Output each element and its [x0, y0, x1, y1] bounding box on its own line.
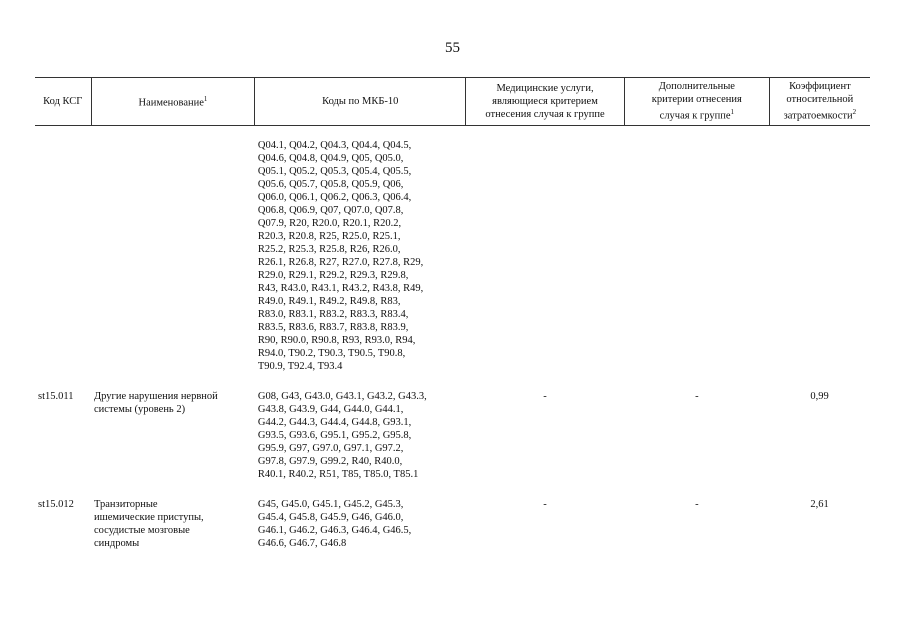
mkb-line: G46.6, G46.7, G46.8 — [257, 537, 347, 549]
header-add-footnote: 1 — [730, 108, 734, 116]
header-med-line: Медицинские услуги, — [496, 82, 594, 94]
med-services-value: - — [543, 390, 547, 402]
mkb-line: G45.4, G45.8, G45.9, G46, G46.0, — [257, 511, 404, 523]
table-row — [35, 125, 870, 373]
mkb-line: Q06.0, Q06.1, Q06.2, Q06.3, Q06.4, — [257, 191, 412, 203]
mkb-line: G93.5, G93.6, G95.1, G95.2, G95.8, — [257, 429, 412, 441]
cell-additional — [624, 481, 769, 550]
mkb-line: G43.8, G43.9, G44, G44.0, G44.1, — [257, 403, 404, 415]
ksg-code: st15.011 — [38, 390, 74, 402]
cell-code — [35, 373, 91, 481]
header-add-line: случая к группе — [659, 110, 731, 122]
name-line: Транзиторные — [94, 498, 158, 510]
mkb-line: R43, R43.0, R43.1, R43.2, R43.8, R49, — [257, 282, 424, 294]
name-line: синдромы — [94, 537, 140, 549]
ksg-table — [35, 77, 870, 550]
header-coef-line: затратоемкости — [783, 110, 853, 122]
cell-name — [91, 373, 255, 481]
header-mkb — [255, 78, 466, 126]
cell-coefficient — [769, 125, 870, 373]
cell-med-services — [466, 481, 625, 550]
mkb-line: R25.2, R25.3, R25.8, R26, R26.0, — [257, 243, 401, 255]
cell-name — [91, 481, 255, 550]
cell-mkb-codes — [255, 125, 466, 373]
mkb-line: Q06.8, Q06.9, Q07, Q07.0, Q07.8, — [257, 204, 404, 216]
mkb-line: R90, R90.0, R90.8, R93, R93.0, R94, — [257, 334, 416, 346]
cell-additional — [624, 125, 769, 373]
cell-name — [91, 125, 255, 373]
mkb-line: G45, G45.0, G45.1, G45.2, G45.3, — [257, 498, 404, 510]
mkb-line: G97.8, G97.9, G99.2, R40, R40.0, — [257, 455, 403, 467]
additional-value: - — [695, 390, 699, 402]
mkb-line: G44.2, G44.3, G44.4, G44.8, G93.1, — [257, 416, 412, 428]
header-code-label: Код КСГ — [43, 95, 83, 107]
header-med-services — [466, 78, 625, 126]
mkb-line: R40.1, R40.2, R51, T85, T85.0, T85.1 — [257, 468, 419, 480]
mkb-line: R26.1, R26.8, R27, R27.0, R27.8, R29, — [257, 256, 424, 268]
page-number: 55 — [445, 40, 460, 56]
table-row — [35, 373, 870, 481]
header-coef-footnote: 2 — [852, 108, 857, 116]
coefficient-value: 2,61 — [810, 498, 829, 510]
header-code — [35, 78, 91, 126]
additional-value: - — [695, 498, 699, 510]
ksg-code: st15.012 — [38, 498, 74, 510]
table-row — [35, 481, 870, 550]
mkb-line: R20.3, R20.8, R25, R25.0, R25.1, — [257, 230, 401, 242]
name-line: ишемические приступы, — [94, 511, 204, 523]
med-services-value: - — [543, 498, 547, 510]
cell-med-services — [466, 125, 625, 373]
header-med-line: отнесения случая к группе — [485, 108, 605, 120]
name-line: Другие нарушения нервной — [94, 390, 218, 402]
mkb-line: Q04.6, Q04.8, Q04.9, Q05, Q05.0, — [257, 152, 404, 164]
mkb-line: G46.1, G46.2, G46.3, G46.4, G46.5, — [257, 524, 412, 536]
mkb-line: R83.5, R83.6, R83.7, R83.8, R83.9, — [257, 321, 409, 333]
mkb-line: Q05.1, Q05.2, Q05.3, Q05.4, Q05.5, — [257, 165, 412, 177]
mkb-line: T90.9, T92.4, T93.4 — [257, 360, 343, 372]
header-name-label: Наименование — [138, 97, 204, 109]
header-row — [35, 78, 870, 126]
mkb-line: R29.0, R29.1, R29.2, R29.3, R29.8, — [257, 269, 409, 281]
name-line: сосудистые мозговые — [94, 524, 190, 536]
name-line: системы (уровень 2) — [94, 403, 186, 415]
coefficient-value: 0,99 — [810, 390, 829, 402]
header-coef-line: Коэффициент — [789, 81, 851, 92]
header-add-line: критерии отнесения — [651, 94, 742, 105]
mkb-line: G95.9, G97, G97.0, G97.1, G97.2, — [257, 442, 404, 454]
cell-additional — [624, 373, 769, 481]
header-med-line: являющиеся критерием — [492, 95, 598, 107]
header-coef-line: относительной — [786, 94, 854, 105]
header-coefficient — [769, 78, 870, 126]
header-name — [91, 78, 255, 126]
header-additional — [624, 78, 769, 126]
table-body — [35, 125, 870, 550]
mkb-line: G08, G43, G43.0, G43.1, G43.2, G43.3, — [257, 390, 427, 402]
cell-coefficient — [769, 373, 870, 481]
mkb-line: R83.0, R83.1, R83.2, R83.3, R83.4, — [257, 308, 409, 320]
header-add-line: Дополнительные — [658, 81, 735, 92]
cell-mkb-codes — [255, 373, 466, 481]
header-name-footnote: 1 — [203, 95, 208, 103]
header-mkb-label: Коды по МКБ-10 — [322, 95, 399, 107]
cell-mkb-codes — [255, 481, 466, 550]
cell-med-services — [466, 373, 625, 481]
mkb-line: R49.0, R49.1, R49.2, R49.8, R83, — [257, 295, 401, 307]
cell-code — [35, 125, 91, 373]
mkb-line: Q07.9, R20, R20.0, R20.1, R20.2, — [257, 217, 402, 229]
mkb-line: Q04.1, Q04.2, Q04.3, Q04.4, Q04.5, — [257, 139, 412, 151]
mkb-line: Q05.6, Q05.7, Q05.8, Q05.9, Q06, — [257, 178, 404, 190]
cell-code — [35, 481, 91, 550]
table-header — [35, 78, 870, 126]
cell-coefficient — [769, 481, 870, 550]
mkb-line: R94.0, T90.2, T90.3, T90.5, T90.8, — [257, 347, 406, 359]
